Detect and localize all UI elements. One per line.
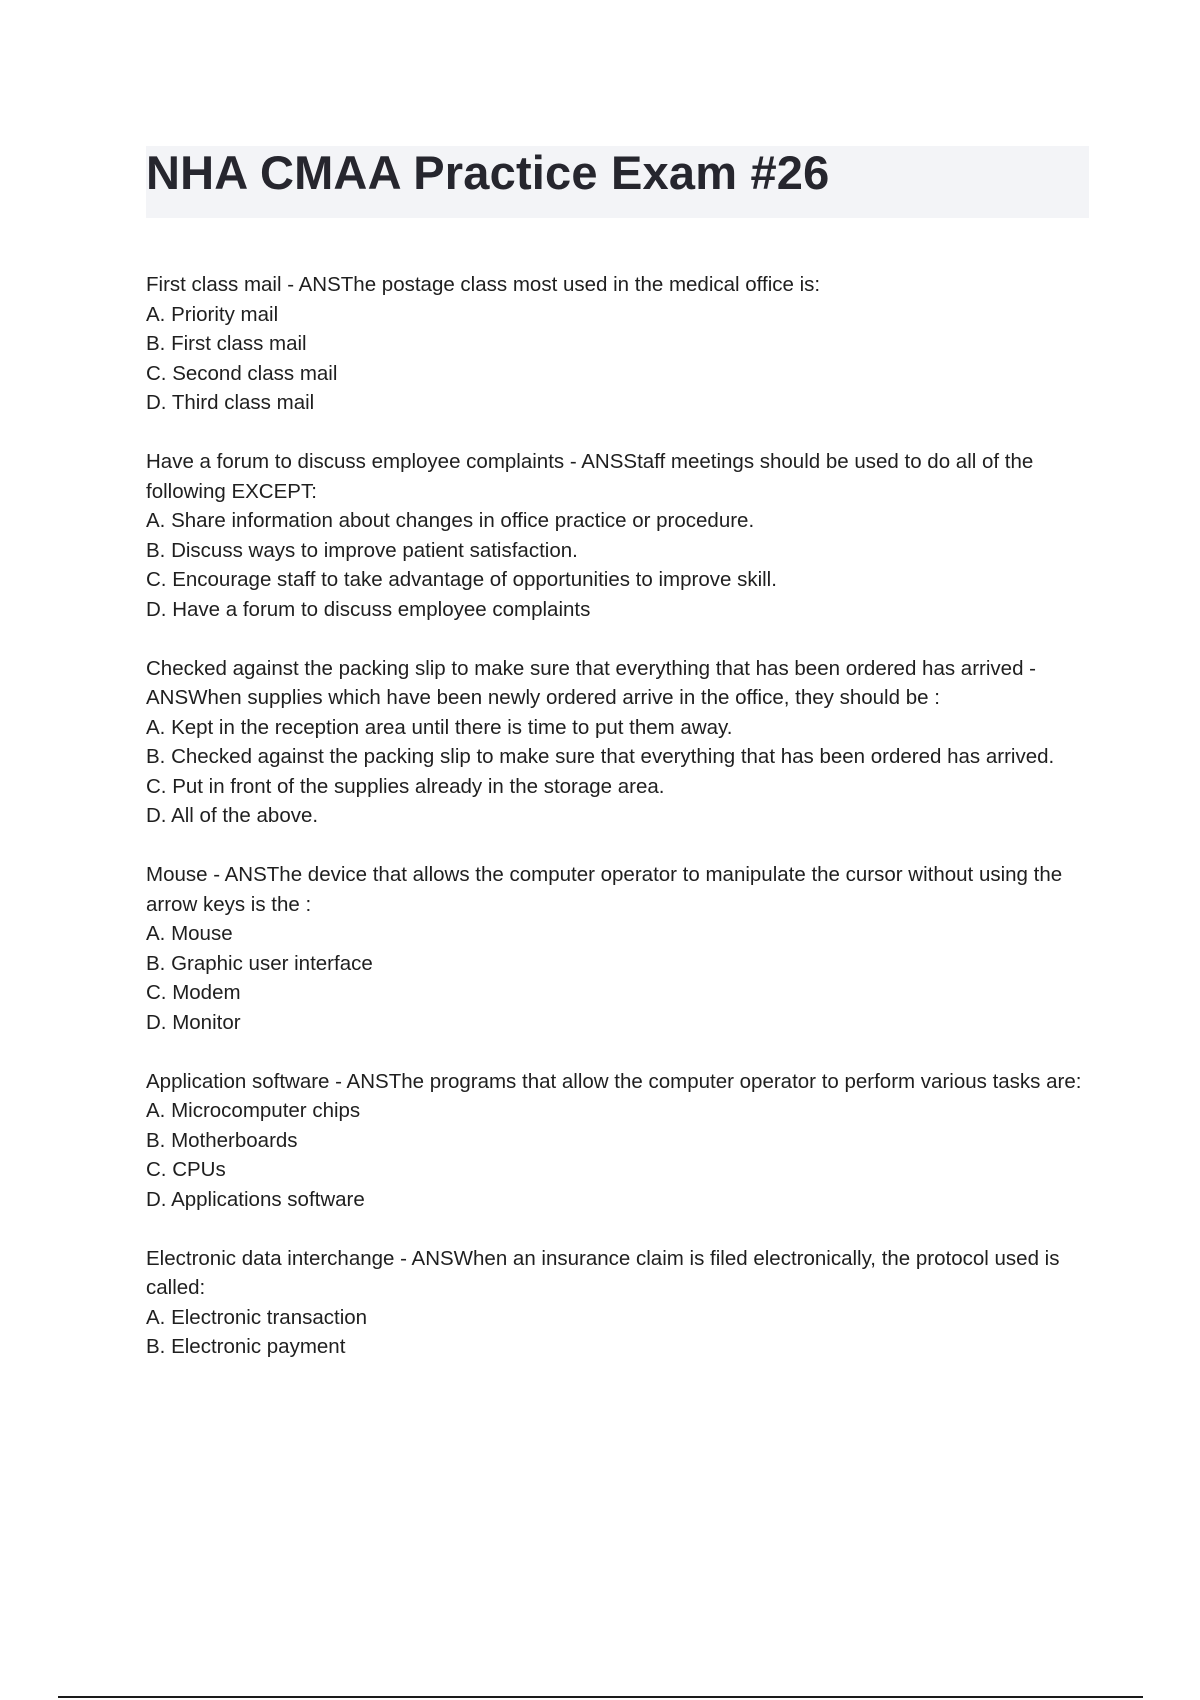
- question-prompt: Checked against the packing slip to make sure that everything that has been ordered has arrived - ANSWhen supplies which have been newly ordered arrive in the office, they should be :: [146, 656, 1036, 709]
- question-block: [146, 860, 1086, 1037]
- answer-option: B. Electronic payment: [146, 1335, 346, 1358]
- answer-option: B. Checked against the packing slip to make sure that everything that has been ordered has arrived.: [146, 745, 1055, 768]
- answer-option: C. Put in front of the supplies already in the storage area.: [146, 774, 665, 798]
- answer-option: C. CPUs: [146, 1158, 226, 1181]
- answer-option: B. Motherboards: [146, 1128, 298, 1152]
- answer-option: A. Share information about changes in office practice or procedure.: [146, 509, 755, 532]
- answer-option: A. Microcomputer chips: [146, 1099, 361, 1122]
- answer-option: C. Modem: [146, 981, 241, 1004]
- answer-option: A. Priority mail: [146, 302, 279, 326]
- question-list: [146, 270, 1086, 1391]
- answer-option: D. Have a forum to discuss employee complaints: [146, 597, 591, 621]
- answer-option: A. Electronic transaction: [146, 1305, 368, 1329]
- question-prompt: Application software - ANSThe programs that allow the computer operator to perform various tasks are:: [146, 1069, 1082, 1093]
- answer-option: C. Encourage staff to take advantage of opportunities to improve skill.: [146, 568, 777, 591]
- question-block: [146, 270, 1086, 418]
- answer-option: B. First class mail: [146, 332, 307, 355]
- answer-option: D. Applications software: [146, 1187, 365, 1211]
- page-title: NHA CMAA Practice Exam #26: [146, 146, 830, 199]
- answer-option: A. Kept in the reception area until there is time to put them away.: [146, 715, 733, 739]
- answer-option: B. Discuss ways to improve patient satisfaction.: [146, 538, 578, 562]
- question-prompt: Electronic data interchange - ANSWhen an insurance claim is filed electronically, the protocol used is called:: [146, 1246, 1060, 1299]
- answer-option: A. Mouse: [146, 922, 233, 945]
- answer-option: C. Second class mail: [146, 361, 338, 385]
- answer-option: B. Graphic user interface: [146, 951, 373, 975]
- question-prompt: Have a forum to discuss employee complaints - ANSStaff meetings should be used to do all of the following EXCEPT:: [146, 450, 1034, 503]
- answer-option: D. All of the above.: [146, 804, 319, 827]
- question-block: [146, 1244, 1086, 1362]
- question-block: [146, 447, 1086, 624]
- question-prompt: First class mail - ANSThe postage class most used in the medical office is:: [146, 273, 821, 296]
- question-prompt: Mouse - ANSThe device that allows the computer operator to manipulate the cursor without using the arrow keys is the :: [146, 863, 1063, 916]
- answer-option: D. Monitor: [146, 1010, 241, 1034]
- question-block: [146, 1067, 1086, 1215]
- answer-option: D. Third class mail: [146, 391, 315, 414]
- page-bottom-rule: [58, 1696, 1143, 1698]
- question-block: [146, 654, 1086, 831]
